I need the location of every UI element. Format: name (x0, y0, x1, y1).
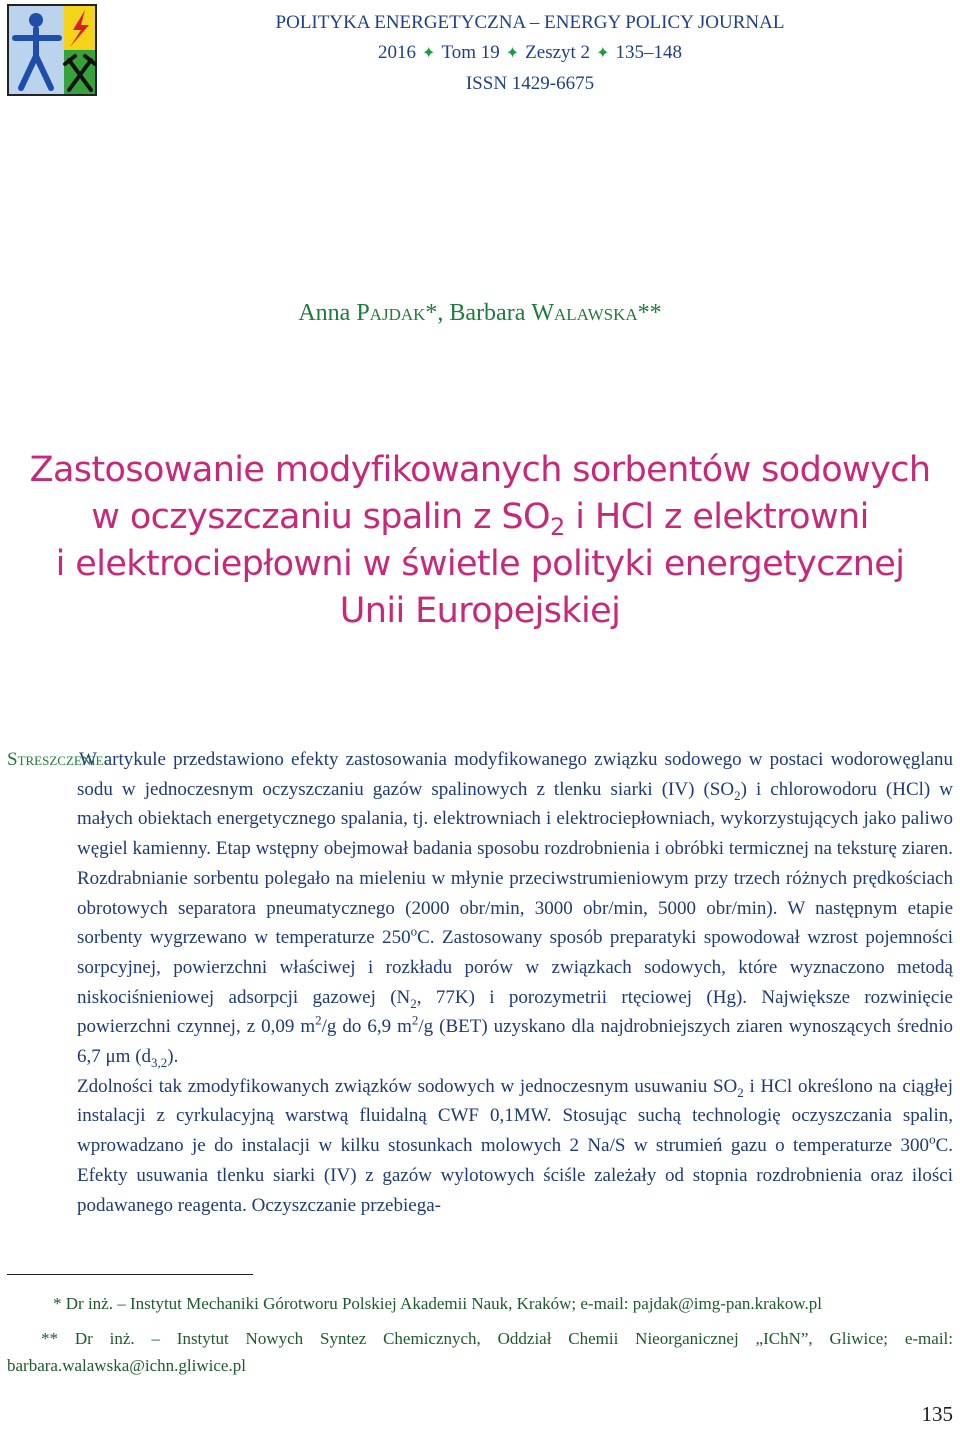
journal-logo (7, 4, 97, 96)
author-2-first-name: Barbara (449, 300, 526, 326)
author-2-mark: ** (637, 300, 662, 326)
abstract-paragraph: W artykule przedstawiono efekty zastosowania modyfikowanego związku sodowego w postaci wodorowęglanu sodu w jednoczesnym oczyszczaniu gazów spalinowych z tlenku siarki (IV) $(SO_2)$ i chlorowodoru (HCl) w małych obiektach energetycznego spalania, tj. elektrowniach i elektrociepłowniach, wykorzystujących jako paliwo węgiel kamienny. Etap wstępny obejmował badania sposobu rozdrobnienia i obróbki termicznej na teksturę ziaren. Rozdrabnianie sorbentu polegało na mieleniu w młynie przeciwstrumieniowym przy trzech różnych prędkościach obrotowych separatora pneumatycznego (2000 obr/min, 3000 obr/min, 5000 obr/min). W następnym etapie sorbenty wygrzewano w temperaturze 250$^o$C. Zastosowany sposób preparatyki spowodował wzrost pojemności sorpcyjnej, powierzchni właściwej i rozkładu porów w związkach sodowych, które wyznaczono metodą niskociśnieniowej adsorpcji gazowej ($N_2$, 77K) i porozymetrii rtęciowej (Hg). Największe rozwinięcie powierzchni czynnej, z 0,09 $m^2/g$ do 6,9 $m^2/g$ (BET) uzyskano dla najdrobniejszych ziaren wynoszących średnio 6,7 μm $(d_{3,2})$. (77, 749, 953, 1070)
issue-year: 2016 (378, 42, 417, 63)
footnote-author-1: * Dr inż. – Instytut Mechaniki Górotworu Polskiej Akademii Nauk, Kraków; e-mail: pajdak@img-pan.krakow.pl (53, 1294, 823, 1313)
journal-title: POLITYKA ENERGETYCZNA – ENERGY POLICY JOURNAL (275, 12, 785, 33)
page-number: 135 (921, 1402, 953, 1426)
author-1-last-name: Pajdak (356, 300, 426, 326)
author-1-first-name: Anna (298, 300, 351, 326)
issue-pages: 135–148 (615, 42, 682, 63)
issue-volume: Tom 19 (441, 42, 500, 63)
author-separator: , (437, 300, 444, 326)
title-line: w oczyszczaniu spalin z $SO_2$ i HCl z elektrowni (91, 497, 869, 541)
title-line: Zastosowanie modyfikowanych sorbentów sodowych (29, 450, 931, 490)
issue-number: Zeszyt 2 (525, 42, 591, 63)
author-1-mark: * (425, 300, 438, 326)
issn: ISSN 1429-6675 (465, 73, 595, 94)
paper-title (0, 447, 960, 635)
abstract-label: Streszczenie: (7, 749, 109, 770)
separator-icon: ✦ (422, 45, 436, 62)
separator-icon: ✦ (505, 45, 520, 62)
footnote-author-2: ** Dr inż. – Instytut Nowych Syntez Chemicznych, Oddział Chemii Nieorganicznej „IChN”, Gliwice; e-mail: barbara.walawska@ichn.gliwice.pl (7, 1329, 953, 1375)
title-line: Unii Europejskiej (339, 591, 621, 631)
separator-icon: ✦ (596, 45, 610, 62)
footnotes (7, 1290, 953, 1379)
issue-line (200, 38, 860, 69)
abstract (7, 745, 953, 1220)
author-2-last-name: Walawska (531, 300, 638, 326)
authors (0, 300, 960, 327)
footnote-divider (7, 1274, 253, 1275)
abstract-paragraph: Zdolności tak zmodyfikowanych związków sodowych w jednoczesnym usuwaniu $SO_2$ i HCl określono na ciągłej instalacji z cyrkulacyjną warstwą fluidalną CWF 0,1MW. Stosując suchą technologię oczyszczania spalin, wprowadzano je do instalacji w kilku stosunkach molowych 2 Na/S w strumień gazu o temperaturze 300$^o$C. Efekty usuwania tlenku siarki (IV) z gazów wylotowych ściśle zależały od stopnia rozdrobnienia oraz ilości podawanego reagenta. Oczyszczanie przebiega- (77, 1075, 953, 1216)
title-line: i elektrociepłowni w świetle polityki energetycznej (55, 544, 905, 584)
journal-header (200, 8, 860, 99)
